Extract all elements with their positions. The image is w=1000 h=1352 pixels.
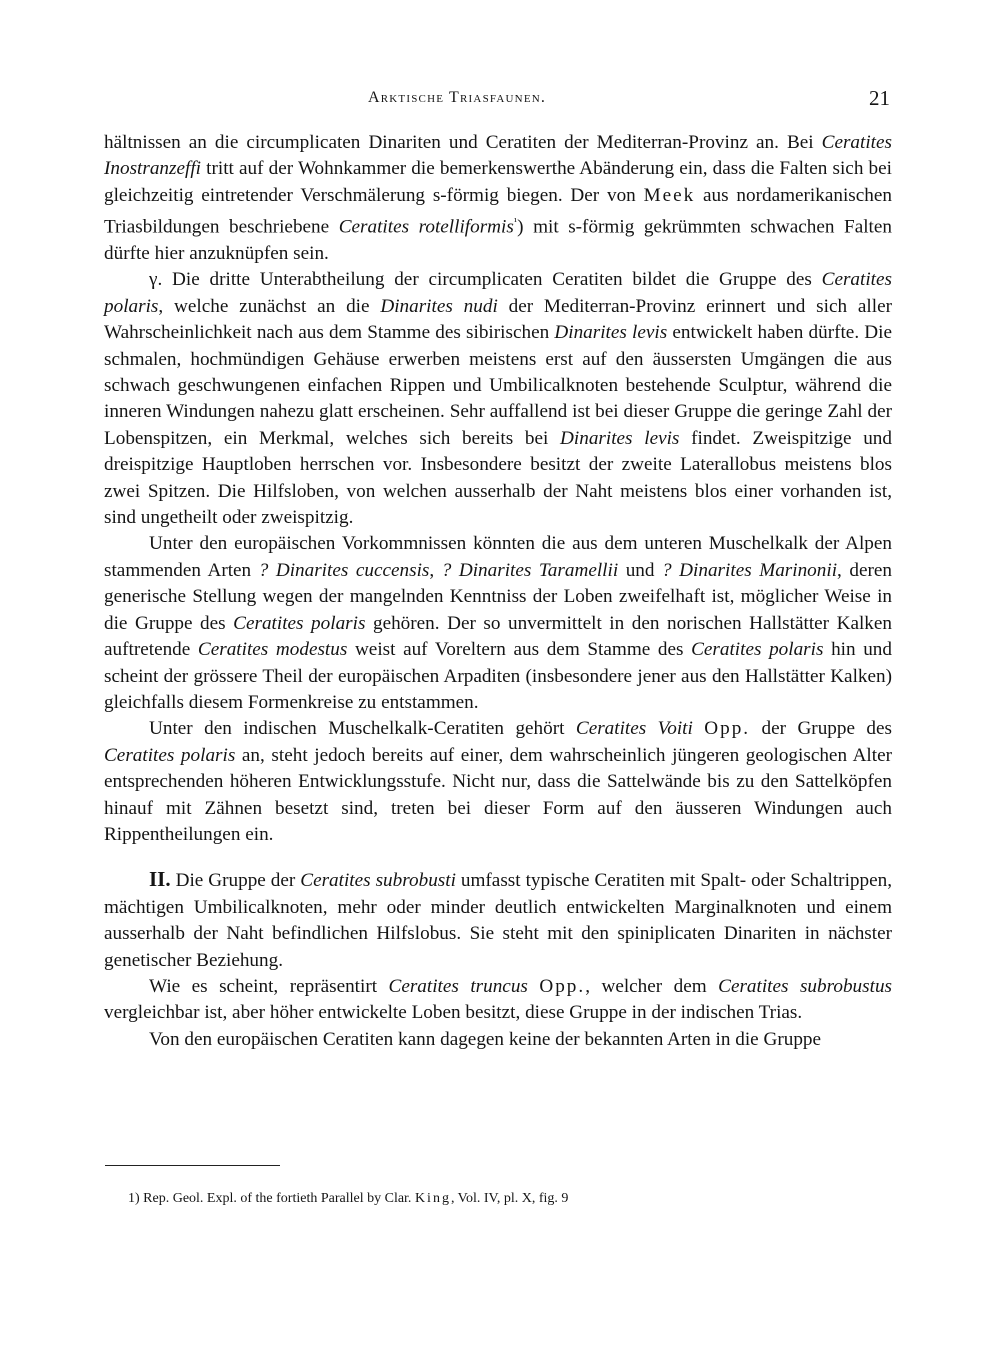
- paragraph-4: Unter den indischen Muschelkalk-Ceratiten gehört Ceratites Voiti Opp. der Gruppe des Ceratites polaris an, steht jedoch bereits auf einer, dem wahrscheinlich jüngeren geologischen Alter entsprechenden höheren Entwicklungsstufe. Nicht nur, dass die Sattelwände bis zu den Sattelköpfen hinauf mit Zähnen besetzt sind, treten bei dieser Form auf den äusseren Windungen auch Rippentheilungen ein.: [104, 718, 892, 845]
- paragraph-5-section-ii: II. Die Gruppe der Ceratites subrobusti umfasst typische Ceratiten mit Spalt- oder Schaltrippen, mächtigen Umbilicalknoten, mehr oder minder deutlich entwickelten Marginalknoten und einem ausserhalb der Naht befindlichen Hilfslobus. Sie steht mit den spiniplicaten Dinariten in nächster genetischer Beziehung.: [104, 867, 892, 971]
- running-title: Arktische Triasfaunen.: [368, 89, 547, 106]
- paragraph-7: Von den europäischen Ceratiten kann dagegen keine der bekannten Arten in die Gruppe: [149, 1028, 822, 1050]
- footnote: 1) Rep. Geol. Expl. of the fortieth Parallel by Clar. King, Vol. IV, pl. X, fig. 9: [128, 1191, 569, 1206]
- paragraph-2: γ. Die dritte Unterabtheilung der circumplicaten Ceratiten bildet die Gruppe des Ceratites polaris, welche zunächst an die Dinarites nudi der Mediterran-Provinz erinnert und sich aller Wahrscheinlichkeit nach aus dem Stamme des sibirischen Dinarites levis entwickelt haben dürfte. Die schmalen, hochmündigen Gehäuse erwerben meistens erst auf den äussersten Umgängen die aus schwach geschwungenen einfachen Rippen und Umbilicalknoten bestehende Sculptur, während die inneren Windungen nahezu glatt erscheinen. Sehr auffallend ist bei dieser Gruppe die geringe Zahl der Lobenspitzen, ein Merkmal, welches sich bereits bei Dinarites levis findet. Zweispitzige und dreispitzige Hauptloben herrschen vor. Insbesondere besitzt der zweite Laterallobus meistens blos zwei Spitzen. Die Hilfsloben, von welchen ausserhalb der Naht meistens blos einer vorhanden ist, sind ungetheilt oder zweispitzig.: [104, 269, 893, 529]
- body-text: [104, 130, 892, 1053]
- footnote-ref: ¹: [513, 216, 518, 229]
- paragraph-6: Wie es scheint, repräsentirt Ceratites truncus Opp., welcher dem Ceratites subrobustus vergleichbar ist, aber höher entwickelte Loben besitzt, diese Gruppe in der indischen Trias.: [104, 975, 892, 1024]
- footnote-divider: [105, 1165, 280, 1166]
- paragraph-1: hältnissen an die circumplicaten Dinariten und Ceratiten der Mediterran-Provinz an. Bei Ceratites Inostranzeffi tritt auf der Wohnkammer die bemerkenswerthe Abänderung ein, dass die Falten sich bei gleichzeitig eintretender Verschmälerung s-förmig biegen. Der von Meek aus nordamerikanischen Triasbildungen beschriebene Ceratites rotelliformis$^{^1}$) mit s-förmig gekrümmten schwachen Falten dürfte hier anzuknüpfen sein.: [104, 132, 892, 265]
- section-number: II.: [149, 867, 171, 892]
- page-number: 21: [869, 86, 890, 110]
- paragraph-3: Unter den europäischen Vorkommnissen könnten die aus dem unteren Muschelkalk der Alpen stammenden Arten ? Dinarites cuccensis, ? Dinarites Taramellii und ? Dinarites Marinonii, deren generische Stellung wegen der mangelnden Kenntniss der Loben zweifelhaft ist, möglicher Weise in die Gruppe des Ceratites polaris gehören. Der so unvermittelt in den norischen Hallstätter Kalken auftretende Ceratites modestus weist auf Voreltern aus dem Stamme des Ceratites polaris hin und scheint der grössere Theil der europäischen Arpaditen (insbesondere jener aus den Hallstätter Kalken) gleichfalls diesem Formenkreise zu entstammen.: [104, 533, 892, 713]
